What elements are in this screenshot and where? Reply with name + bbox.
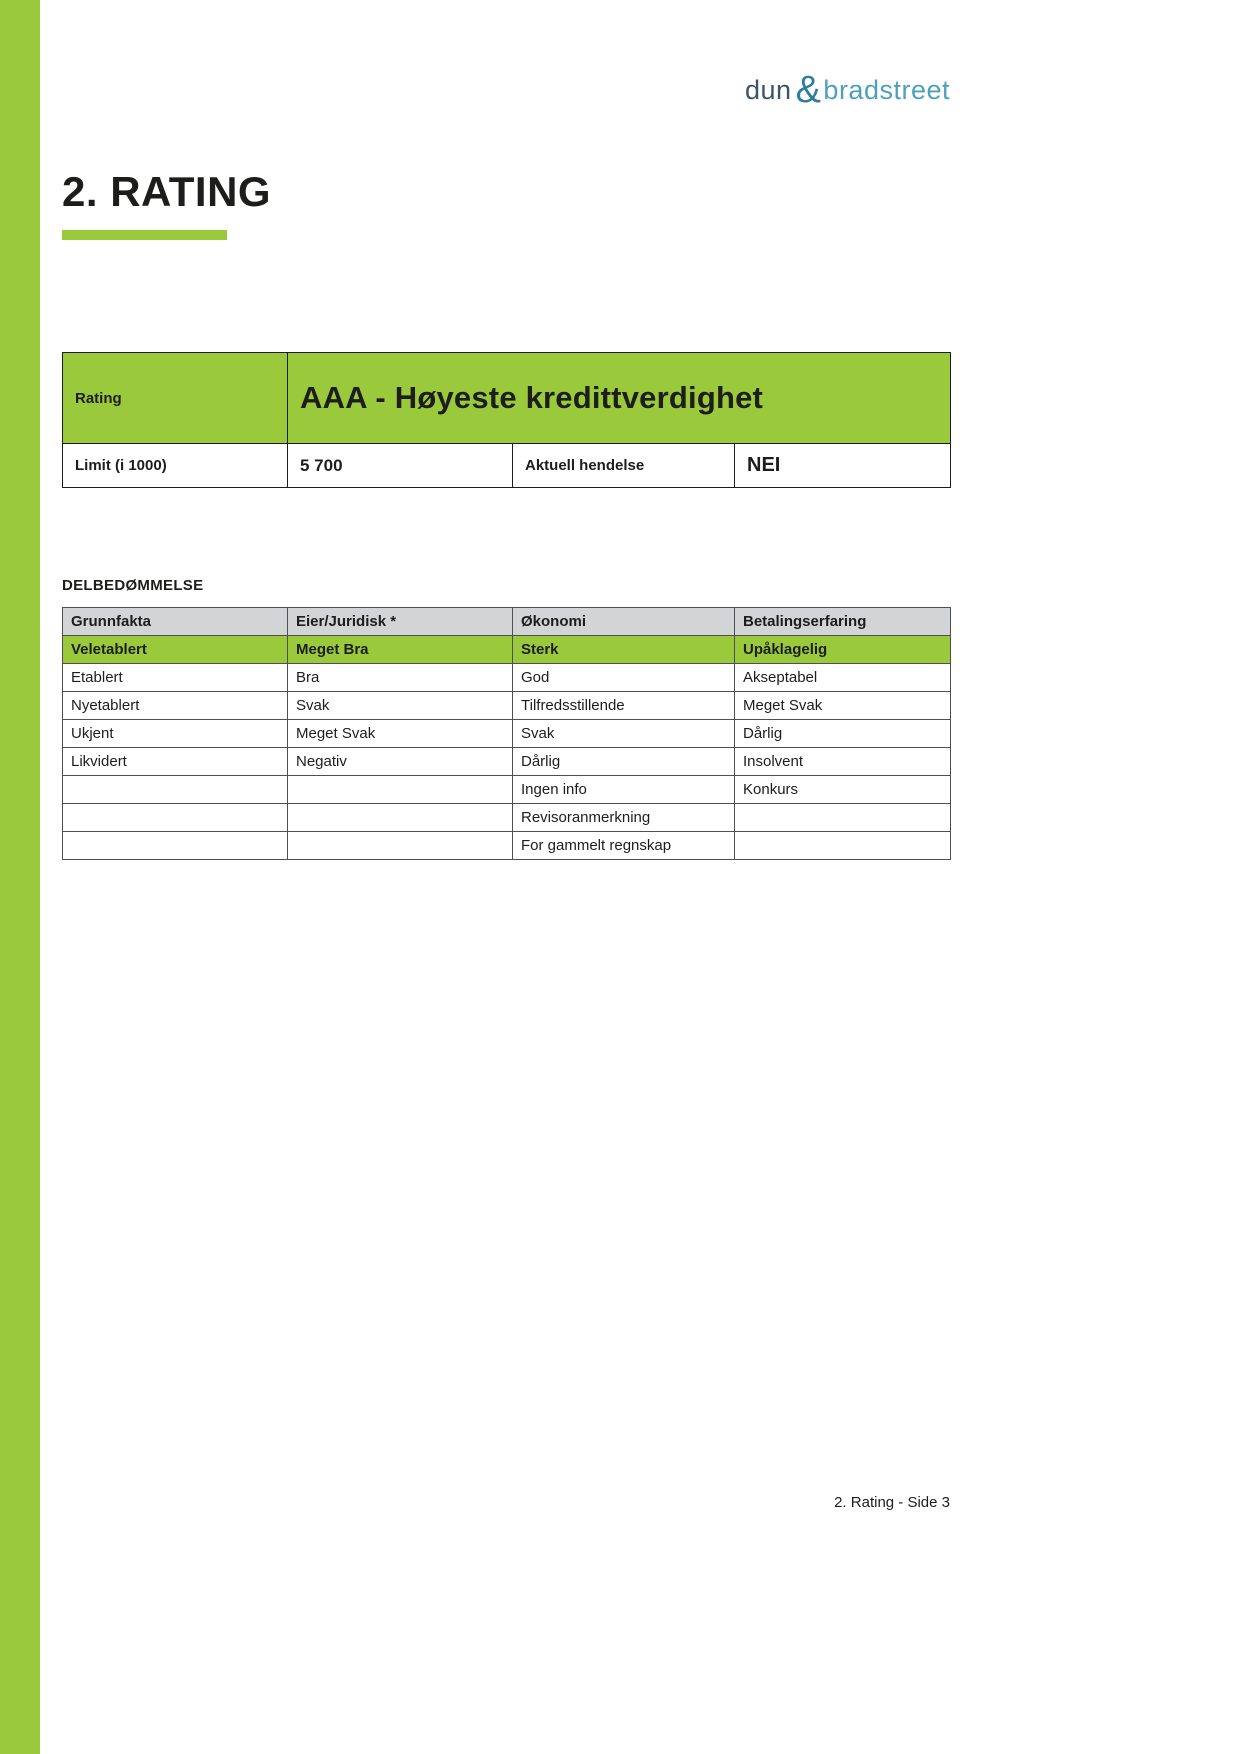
assessment-row (63, 832, 951, 860)
assessment-cell: Konkurs (735, 776, 951, 804)
col-header-betalingserfaring: Betalingserfaring (735, 608, 951, 636)
assessment-cell (63, 776, 288, 804)
assessment-cell: Revisoranmerkning (513, 804, 735, 832)
assessment-cell: Dårlig (513, 748, 735, 776)
assessment-selected-cell: Upåklagelig (735, 636, 951, 664)
rating-value: AAA - Høyeste kredittverdighet (288, 353, 951, 444)
rating-row (63, 353, 951, 444)
assessment-selected-cell: Veletablert (63, 636, 288, 664)
assessment-cell (735, 832, 951, 860)
assessment-row (63, 776, 951, 804)
assessment-cell: Negativ (288, 748, 513, 776)
assessment-cell (288, 832, 513, 860)
logo-text-bradstreet: bradstreet (823, 75, 950, 105)
assessment-cell: Meget Svak (735, 692, 951, 720)
dun-bradstreet-logo (745, 70, 950, 110)
assessment-cell: Nyetablert (63, 692, 288, 720)
assessment-cell: Svak (288, 692, 513, 720)
page-footer: 2. Rating - Side 3 (834, 1494, 950, 1511)
assessment-cell: Akseptabel (735, 664, 951, 692)
assessment-cell: Svak (513, 720, 735, 748)
assessment-cell: Insolvent (735, 748, 951, 776)
left-accent-bar (0, 0, 40, 1754)
assessment-cell: For gammelt regnskap (513, 832, 735, 860)
assessment-section-title: DELBEDØMMELSE (62, 577, 204, 594)
assessment-row (63, 692, 951, 720)
limit-value: 5 700 (288, 444, 513, 488)
assessment-cell: Ukjent (63, 720, 288, 748)
assessment-cell (288, 776, 513, 804)
assessment-row (63, 664, 951, 692)
assessment-table (62, 607, 951, 860)
assessment-selected-cell: Sterk (513, 636, 735, 664)
assessment-cell: Ingen info (513, 776, 735, 804)
assessment-cell (288, 804, 513, 832)
limit-label: Limit (i 1000) (63, 444, 288, 488)
event-value: NEI (735, 444, 951, 488)
col-header-okonomi: Økonomi (513, 608, 735, 636)
rating-table (62, 352, 951, 488)
logo-ampersand-icon: & (795, 69, 822, 111)
assessment-row (63, 720, 951, 748)
assessment-header-row (63, 608, 951, 636)
assessment-cell: Tilfredsstillende (513, 692, 735, 720)
assessment-cell: Bra (288, 664, 513, 692)
limit-row (63, 444, 951, 488)
assessment-selected-row (63, 636, 951, 664)
assessment-cell: Meget Svak (288, 720, 513, 748)
logo-text-dun: dun (745, 75, 792, 105)
col-header-grunnfakta: Grunnfakta (63, 608, 288, 636)
assessment-cell: Likvidert (63, 748, 288, 776)
assessment-cell: Etablert (63, 664, 288, 692)
assessment-row (63, 804, 951, 832)
assessment-row (63, 748, 951, 776)
event-label: Aktuell hendelse (513, 444, 735, 488)
section-heading: 2. RATING (62, 168, 272, 215)
rating-label: Rating (63, 353, 288, 444)
assessment-cell: Dårlig (735, 720, 951, 748)
assessment-selected-cell: Meget Bra (288, 636, 513, 664)
heading-underline (62, 230, 227, 240)
assessment-cell (63, 832, 288, 860)
col-header-eier-juridisk: Eier/Juridisk * (288, 608, 513, 636)
assessment-cell (63, 804, 288, 832)
assessment-cell: God (513, 664, 735, 692)
assessment-cell (735, 804, 951, 832)
